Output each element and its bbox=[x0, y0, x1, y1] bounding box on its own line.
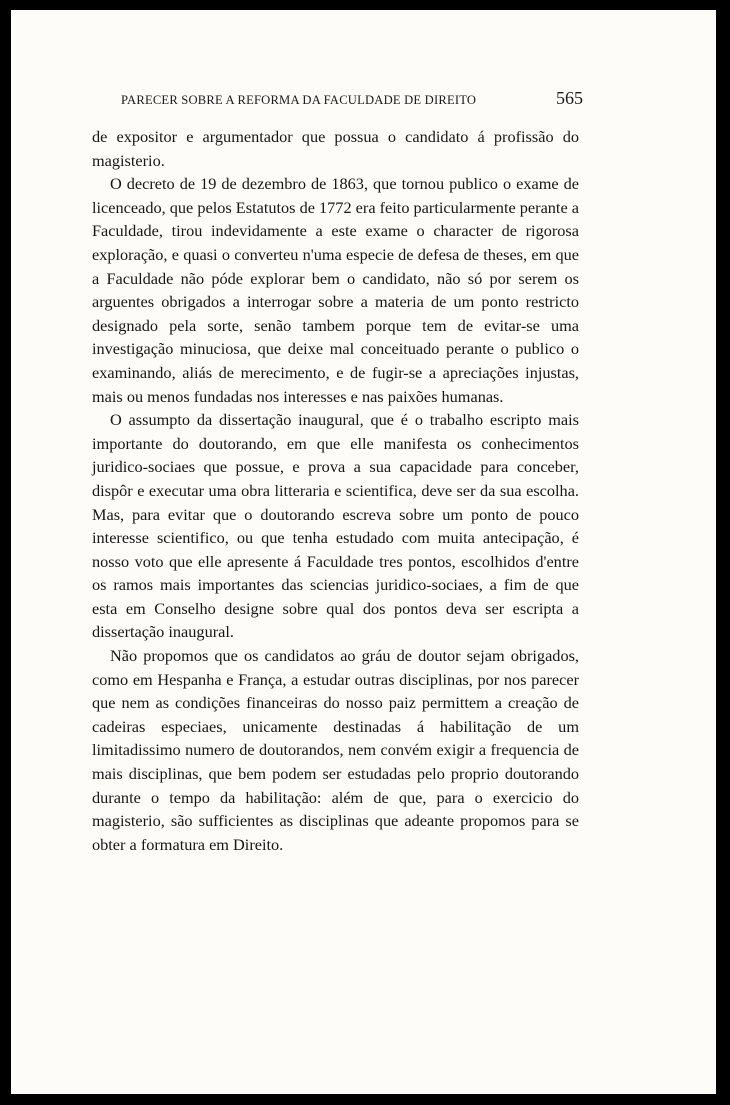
body-text bbox=[92, 125, 579, 856]
paragraph-disciplines: Não propomos que os candidatos ao gráu de doutor sejam obrigados, como em Hespanha e França, a estudar outras disciplinas, por nos parecer que nem as condições financeiras do nosso paiz permittem a creação de cadeiras especiaes, unicamente destinadas á habilitação de um limitadissimo numero de doutorandos, nem convém exigir a frequencia de mais disciplinas, que bem podem ser estudadas pelo proprio doutorando durante o tempo da habilitação: além de que, para o exercicio do magisterio, são sufficientes as disciplinas que adeante propomos para se obter a formatura em Direito. bbox=[92, 646, 579, 854]
page-header bbox=[121, 88, 583, 112]
paragraph-decree: O decreto de 19 de dezembro de 1863, que tornou publico o exame de licenceado, que pelos Estatutos de 1772 era feito particularmente perante a Faculdade, tirou indevidamente a este exame o character de rigorosa exploração, e quasi o converteu n'uma especie de defesa de theses, em que a Faculdade não póde explorar bem o candidato, não só por serem os arguentes obrigados a interrogar sobre a materia de um ponto restricto designado pela sorte, senão tambem porque tem de evitar-se uma investigação minuciosa, que deixe mal conceituado perante o publico o examinando, aliás de merecimento, e de fugir-se a apreciações injustas, mais ou menos fundadas nos interesses e nas paixões humanas. bbox=[92, 174, 579, 406]
paragraph-continuation: de expositor e argumentador que possua o candidato á profissão do magisterio. bbox=[92, 127, 579, 170]
page-number: 565 bbox=[556, 88, 583, 108]
book-page bbox=[11, 10, 716, 1094]
running-title: PARECER SOBRE A REFORMA DA FACULDADE DE DIREITO bbox=[121, 93, 477, 107]
paragraph-dissertation: O assumpto da dissertação inaugural, que é o trabalho escripto mais importante do doutorando, em que elle manifesta os conhecimentos juridico-sociaes que possue, e prova a sua capacidade para conceber, dispôr e executar uma obra litteraria e scientifica, deve ser da sua escolha. Mas, para evitar que o doutorando escreva sobre um ponto de pouco interesse scientifico, ou que tenha estudado com muita antecipação, é nosso voto que elle apresente á Faculdade tres pontos, escolhidos d'entre os ramos mais importantes das sciencias juridico-sociaes, a fim de que esta em Conselho designe sobre qual dos pontos deva ser escripta a dissertação inaugural. bbox=[92, 410, 579, 642]
